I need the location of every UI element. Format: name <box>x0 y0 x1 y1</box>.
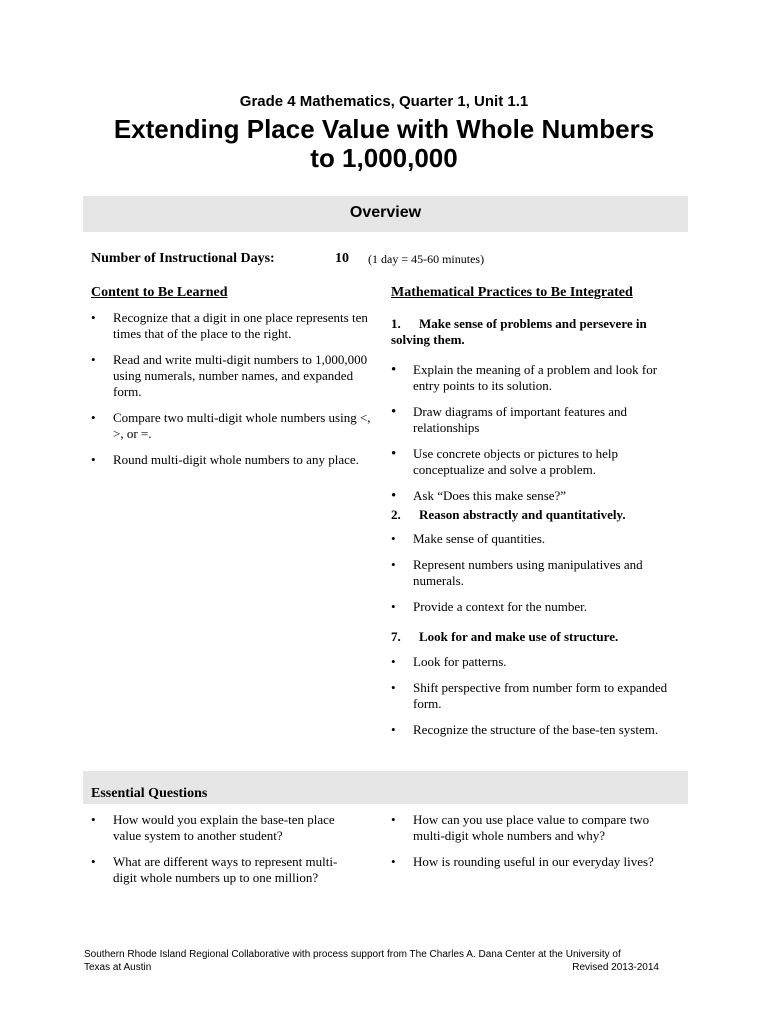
content-list <box>91 310 373 478</box>
list-item: • How can you use place value to compare two multi-digit whole numbers and why? <box>391 812 676 844</box>
practice-number: 1. <box>391 316 401 331</box>
essential-questions-left <box>91 812 361 896</box>
overview-band <box>83 196 688 232</box>
list-item: • Represent numbers using manipulatives and numerals. <box>391 557 676 589</box>
practice-title: Look for and make use of structure. <box>419 629 619 644</box>
page-title-line-1: Extending Place Value with Whole Numbers <box>113 114 655 144</box>
overview-heading: Overview <box>349 204 422 221</box>
unit-subtitle: Grade 4 Mathematics, Quarter 1, Unit 1.1 <box>239 93 529 110</box>
practice-number: 7. <box>391 629 401 644</box>
list-item: • Read and write multi-digit numbers to 1,000,000 using numerals, number names, and expanded form. <box>91 352 373 400</box>
list-item: • How would you explain the base-ten place value system to another student? <box>91 812 361 844</box>
practice-title: Reason abstractly and quantitatively. <box>419 507 626 522</box>
footer-credit-line-1: Southern Rhode Island Regional Collaborative with process support from The Charles A. Dana Center at the University of <box>84 949 621 960</box>
list-item: • How is rounding useful in our everyday lives? <box>391 854 676 870</box>
list-item: • Provide a context for the number. <box>391 599 676 615</box>
list-item: • Look for patterns. <box>391 654 676 670</box>
practice-2-list <box>391 531 676 625</box>
list-item: • Explain the meaning of a problem and look for entry points to its solution. <box>391 362 676 394</box>
practice-1-heading <box>391 316 671 348</box>
practice-title: Make sense of problems and persevere in solving them. <box>391 316 647 347</box>
practice-2-heading <box>391 507 671 523</box>
practice-1-list <box>391 362 676 514</box>
practice-7-list <box>391 654 676 748</box>
page-footer <box>84 948 659 974</box>
instructional-days-value: 10 <box>335 251 349 266</box>
list-item: • Recognize the structure of the base-ten system. <box>391 722 676 738</box>
instructional-days-label: Number of Instructional Days: <box>91 251 275 266</box>
list-item: • What are different ways to represent multi-digit whole numbers up to one million? <box>91 854 361 886</box>
instructional-days-note: (1 day = 45-60 minutes) <box>368 252 485 266</box>
list-item: • Use concrete objects or pictures to help conceptualize and solve a problem. <box>391 446 676 478</box>
footer-revised: Revised 2013-2014 <box>572 962 659 973</box>
list-item: • Shift perspective from number form to expanded form. <box>391 680 676 712</box>
practice-7-heading <box>391 629 671 645</box>
practice-number: 2. <box>391 507 401 522</box>
list-item: • Compare two multi-digit whole numbers using <, >, or =. <box>91 410 373 442</box>
essential-questions-right <box>391 812 676 880</box>
list-item: • Ask “Does this make sense?” <box>391 488 676 504</box>
list-item: • Round multi-digit whole numbers to any place. <box>91 452 373 468</box>
list-item: • Recognize that a digit in one place represents ten times that of the place to the right. <box>91 310 373 342</box>
content-heading: Content to Be Learned <box>91 285 228 300</box>
page-title-line-2: to 1,000,000 <box>310 143 458 173</box>
footer-credit-line-2: Texas at Austin <box>84 962 152 973</box>
practices-heading: Mathematical Practices to Be Integrated <box>391 285 633 300</box>
list-item: • Make sense of quantities. <box>391 531 676 547</box>
essential-questions-heading: Essential Questions <box>91 786 208 801</box>
list-item: • Draw diagrams of important features and relationships <box>391 404 676 436</box>
essential-questions-band <box>83 771 688 804</box>
